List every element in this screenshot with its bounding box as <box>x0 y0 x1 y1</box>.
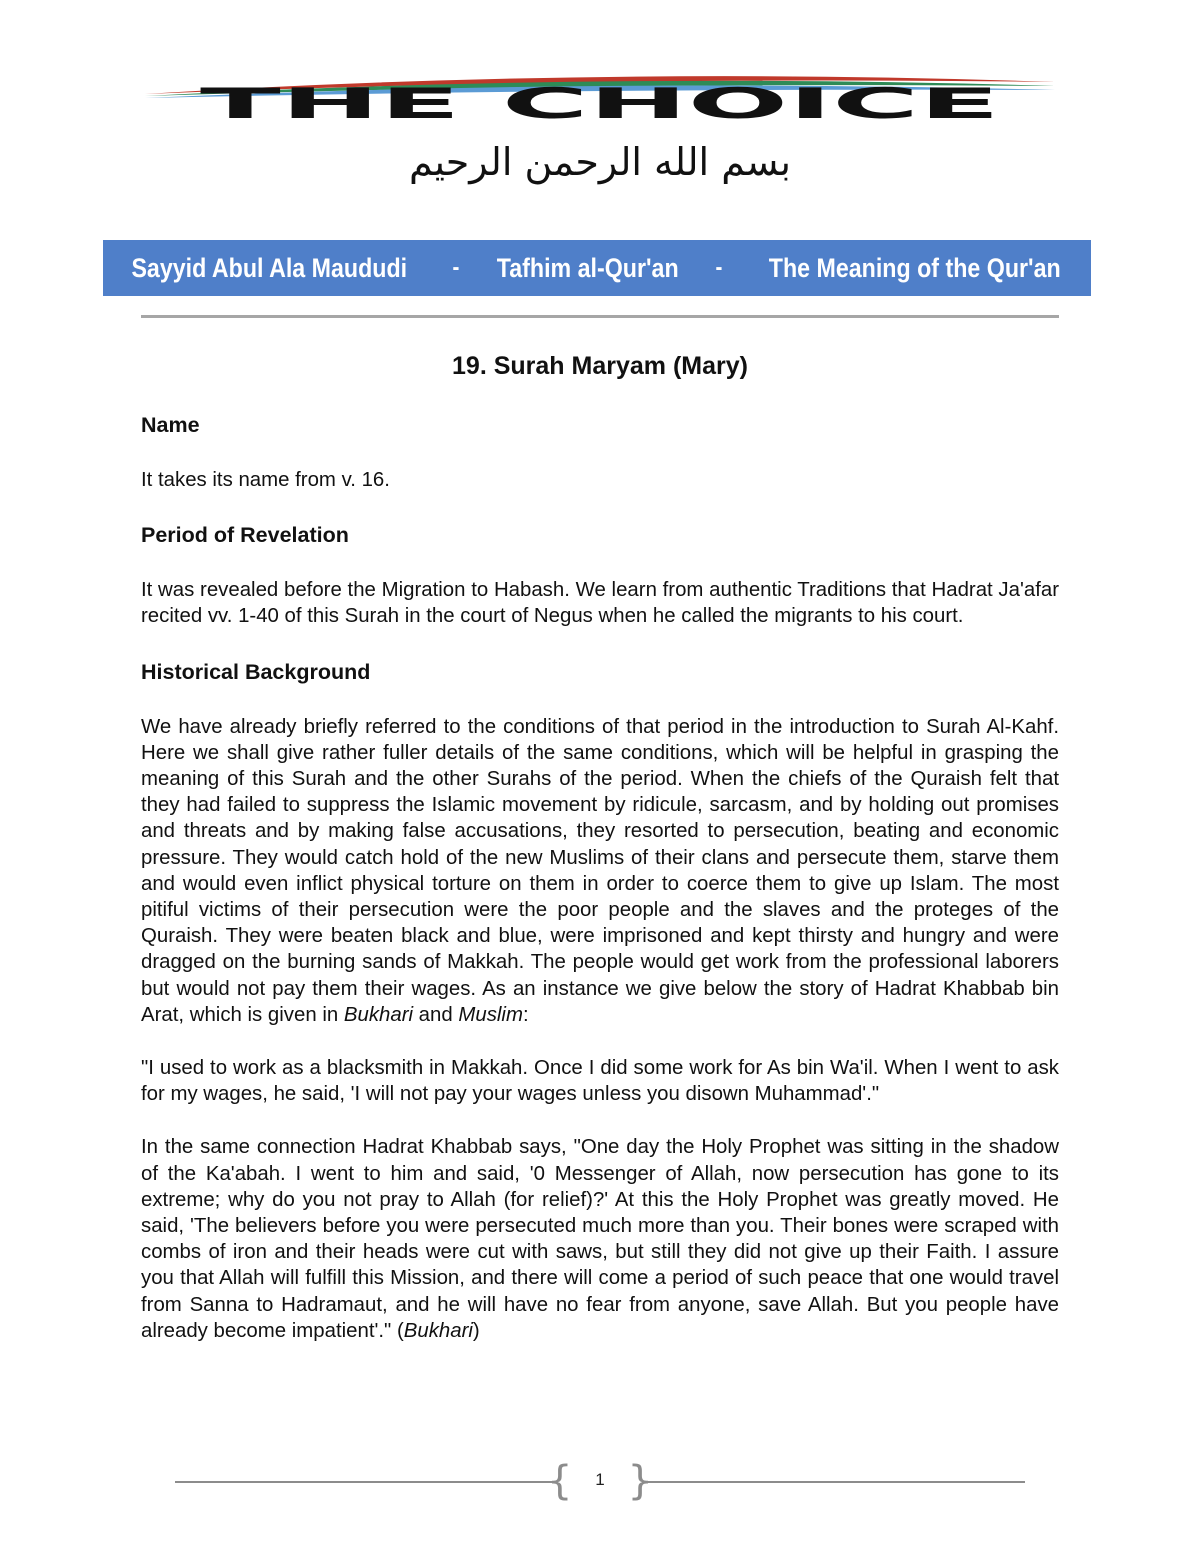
section-heading-background: Historical Background <box>141 659 371 684</box>
left-brace-icon: { <box>547 1458 573 1504</box>
source-bukhari: Bukhari <box>343 1003 414 1026</box>
section-text-name: It takes its name from v. 16. <box>141 469 390 491</box>
background-paragraph-1 <box>141 714 1059 1028</box>
section-heading-revelation: Period of Revelation <box>141 523 349 548</box>
logo-text: THE CHOICE <box>200 79 1001 126</box>
colon-text: : <box>522 1003 529 1026</box>
section-heading-name: Name <box>141 413 200 437</box>
section-text-revelation: It was revealed before the Migration to Habash. We learn from authentic Traditions that Hadrat Ja'afar recited vv. 1-40 of this Surah in the court of Negus when he called the migrants to his court. <box>141 579 1059 628</box>
page-title: 19. Surah Maryam (Mary) <box>452 352 748 380</box>
background-paragraph-3 <box>141 1134 1059 1344</box>
right-brace-icon: } <box>627 1458 653 1504</box>
bismillah: بسم الله الرحمن الرحيم <box>409 140 791 184</box>
logo-graphic <box>140 66 1060 126</box>
closing-paren: ) <box>472 1319 480 1342</box>
banner-separator-2: - <box>715 254 723 281</box>
the-choice-logo <box>140 66 1060 126</box>
banner-author: Sayyid Abul Ala Maududi <box>131 252 408 283</box>
banner-work: Tafhim al-Qur'an <box>496 252 679 283</box>
and-text: and <box>413 1003 459 1026</box>
page-footer <box>175 1460 1025 1504</box>
header-divider <box>141 315 1059 318</box>
source-bukhari-2: Bukhari <box>403 1319 473 1342</box>
background-paragraph-3-text: In the same connection Hadrat Khabbab says, "One day the Holy Prophet was sitting in the shadow of the Ka'abah. I went to him and said, '0 Messenger of Allah, now persecution has gone to its extreme; why do you not pray to Allah (for relief)?' At this the Holy Prophet was greatly moved. He said, 'The believers before you were persecuted much more than you. Their bones were scraped with combs of iron and their heads were cut with saws, but still they did not give up their Faith. I assure you that Allah will fulfill this Mission, and there will come a period of such peace that one would travel from Sanna to Hadramaut, and he will have no fear from anyone, save Allah. But you people have already become impatient'." ( <box>141 1136 1059 1342</box>
background-paragraph-1-text: We have already briefly referred to the conditions of that period in the introduction to Surah Al-Kahf. Here we shall give rather fuller details of the same conditions, which will be helpful in grasping the meaning of this Surah and the other Surahs of the period. When the chiefs of the Quraish felt that they had failed to suppress the Islamic movement by ridicule, sarcasm, and by holding out promises and threats and by making false accusations, they resorted to persecution, beating and economic pressure. They would catch hold of the new Muslims of their clans and persecute them, starve them and would even inflict physical torture on them in order to coerce them to give up Islam. The most pitiful victims of their persecution were the poor people and the slaves and the proteges of the Quraish. They were beaten black and blue, were imprisoned and kept thirsty and hungry and were dragged on the burning sands of Makkah. The people would get work from the professional laborers but would not pay them their wages. As an instance we give below the story of Hadrat Khabbab bin Arat, which is given in <box>141 715 1059 1026</box>
page-number: 1 <box>595 1470 605 1489</box>
source-muslim: Muslim <box>458 1003 523 1026</box>
series-banner <box>103 240 1091 296</box>
banner-subtitle: The Meaning of the Qur'an <box>769 252 1061 283</box>
document-body <box>141 412 1059 1344</box>
banner-separator-1: - <box>452 254 460 281</box>
background-quote: "I used to work as a blacksmith in Makkah. Once I did some work for As bin Wa'il. When I went to ask for my wages, he said, 'I will not pay your wages unless you disown Muhammad'." <box>141 1057 1059 1106</box>
